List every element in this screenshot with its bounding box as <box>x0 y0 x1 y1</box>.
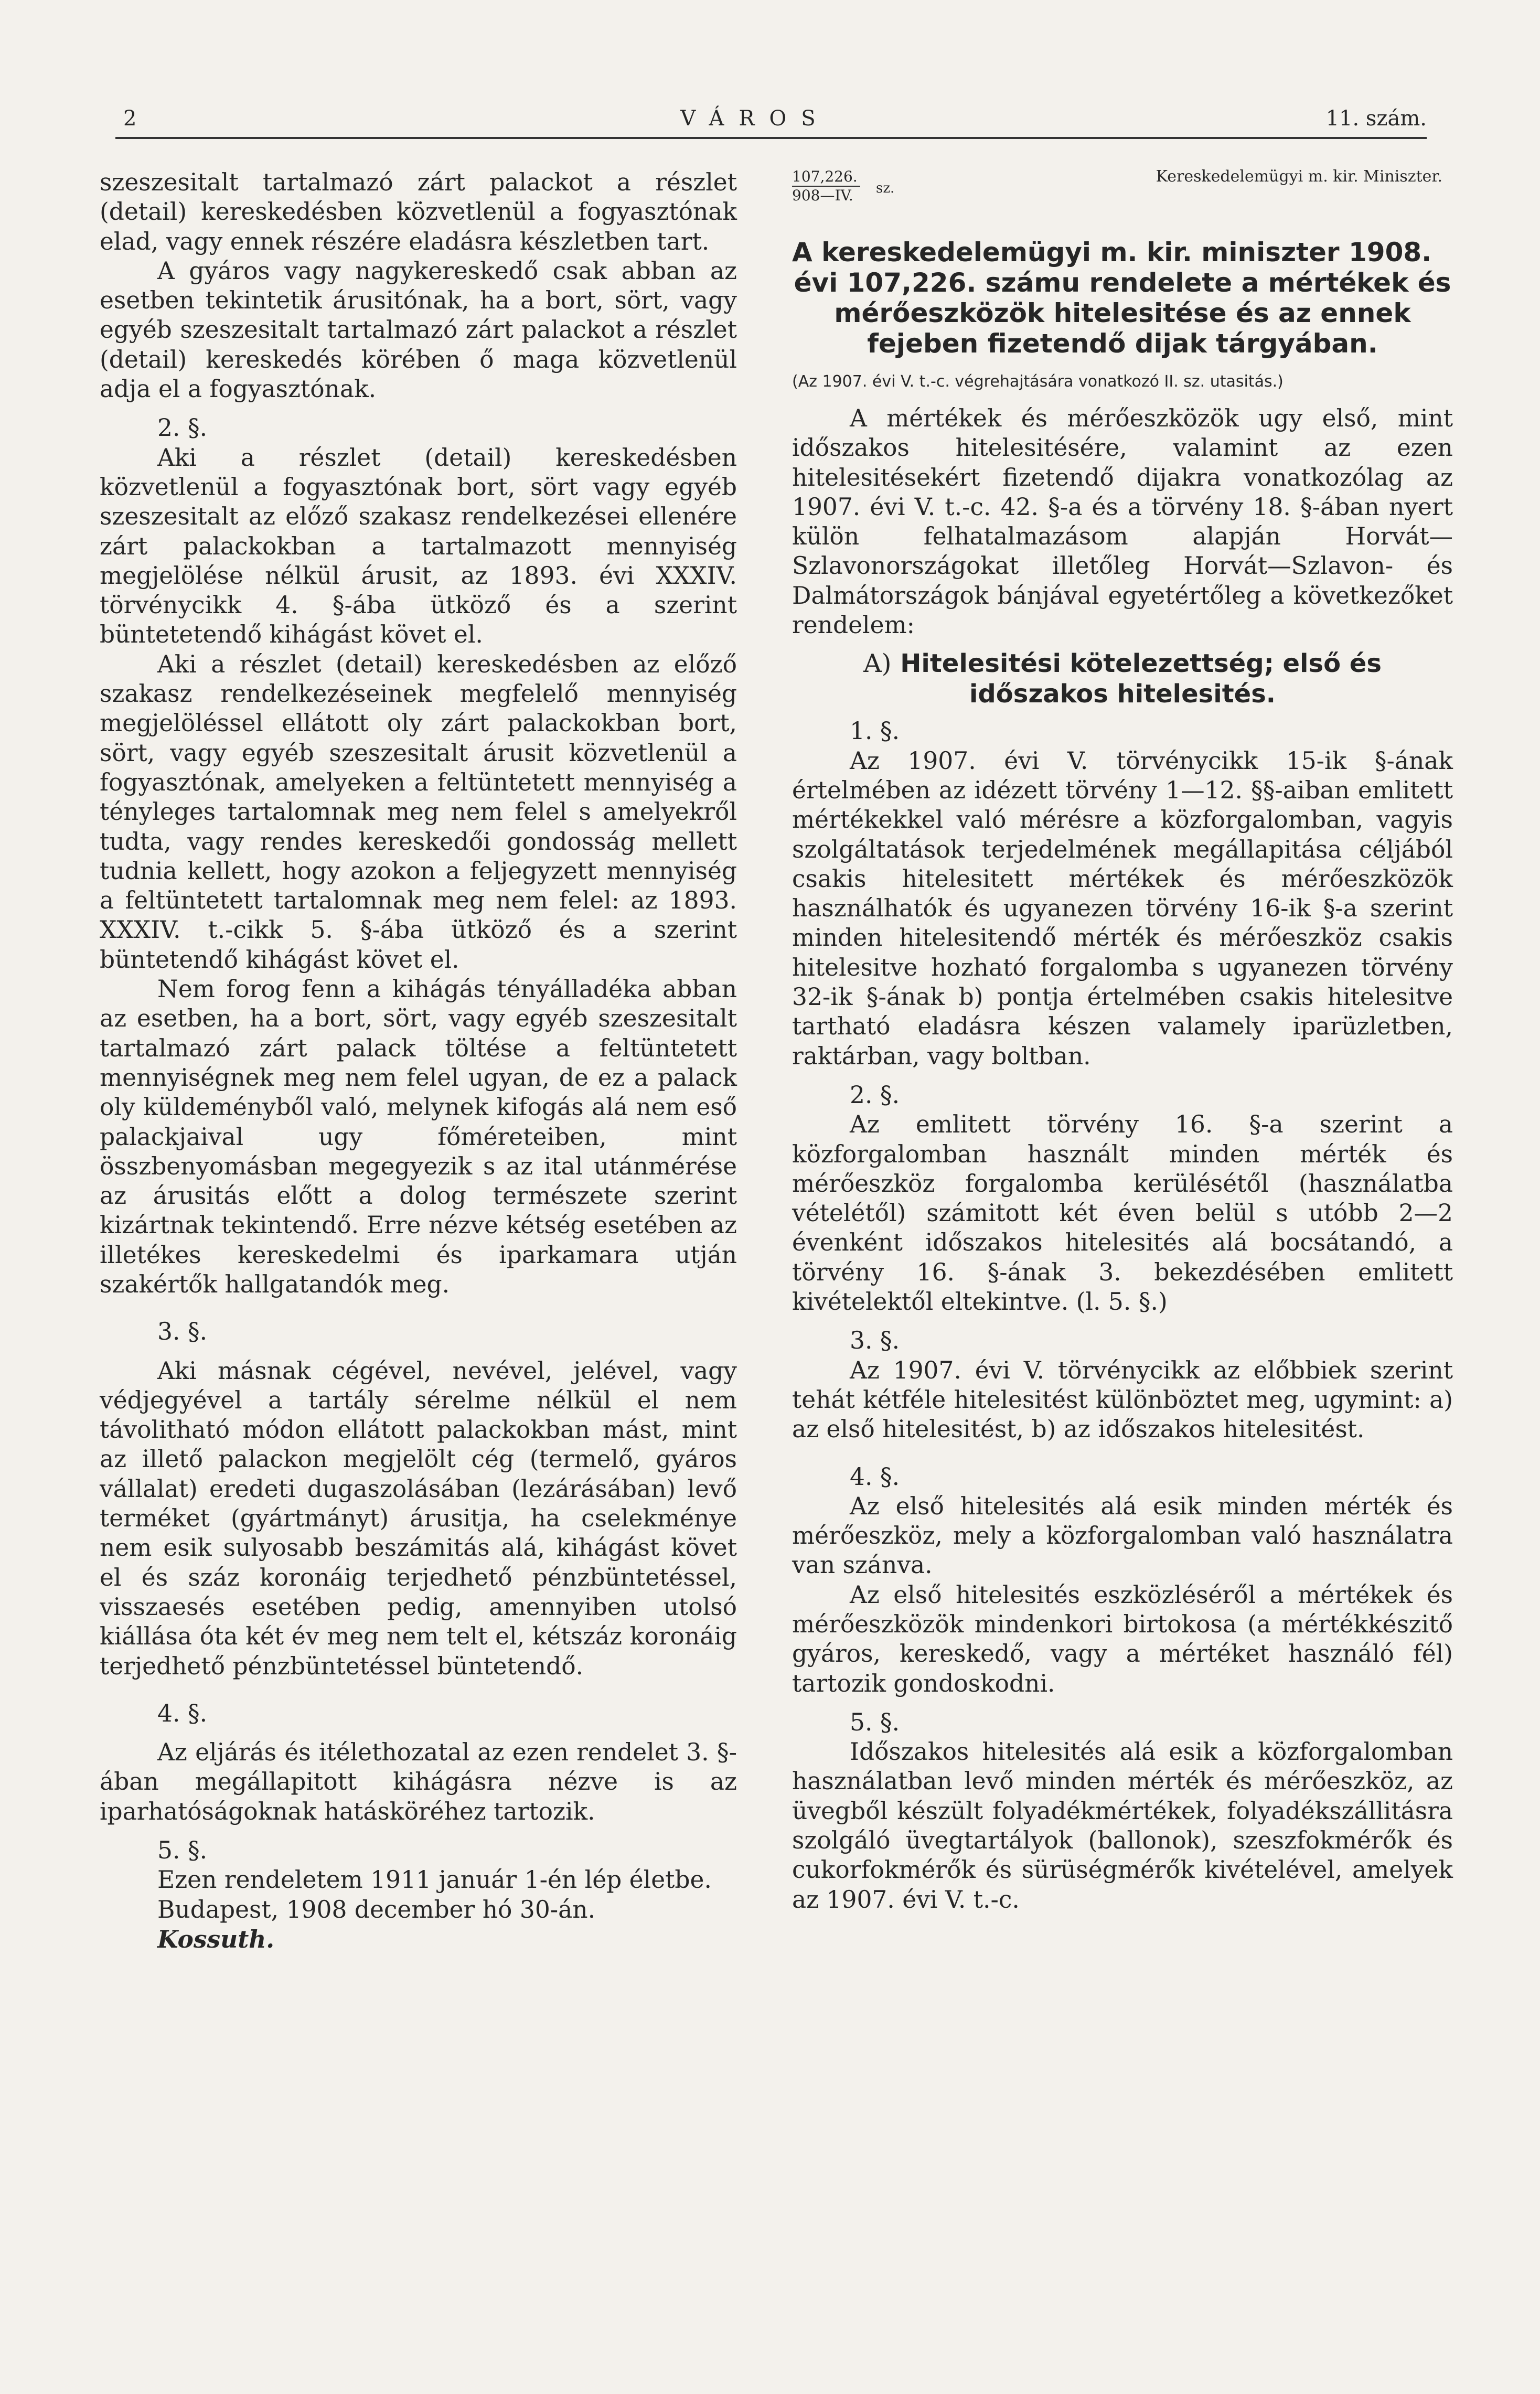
reference-number <box>792 168 895 205</box>
paragraph: A gyáros vagy nagykereskedő csak abban az esetben tekintetik árusitónak, ha a bort, sört, vagy egyéb szeszesitalt tartalmazó zárt palackot a részlet (detail) kereskedés körében ő maga közvetlenül adja el a fogyasztónak. <box>100 256 737 403</box>
decree-title <box>792 237 1453 359</box>
reference-number-bottom: 908—IV. <box>792 187 853 204</box>
decree-title-line1: A kereskedelemügyi m. kir. miniszter 1908. <box>792 237 1432 268</box>
section-heading: 5. §. <box>157 1836 208 1865</box>
paragraph: szeszesitalt tartalmazó zárt palackot a részlet (detail) kereskedésben közvetlenül a fogyasztónak elad, vagy ennek részére eladásra készletben tart. <box>100 168 737 255</box>
paragraph: Az eljárás és itélethozatal az ezen rendelet 3. §-ában megállapitott kihágásra nézve is az iparhatóságoknak hatásköréhez tartozik. <box>100 1738 737 1825</box>
issue-number: 11. szám. <box>1325 106 1427 131</box>
section-heading: 1. §. <box>850 717 900 745</box>
decree-subtitle: (Az 1907. évi V. t.-c. végrehajtására vonatkozó II. sz. utasitás.) <box>792 372 1284 391</box>
right-column <box>792 168 1453 1915</box>
section-title-text: Hitelesitési kötelezettség; első és időszakos hitelesités. <box>900 649 1382 709</box>
section-title <box>792 648 1453 709</box>
page-header <box>84 102 1427 139</box>
reference-number-top: 107,226. <box>792 168 860 187</box>
section-heading: 5. §. <box>850 1708 900 1736</box>
issuer: Kereskedelemügyi m. kir. Miniszter. <box>1156 167 1442 186</box>
paragraph: Budapest, 1908 december hó 30-án. <box>157 1895 596 1923</box>
left-column <box>100 168 737 1954</box>
paragraph: Aki másnak cégével, nevével, jelével, vagy védjegyével a tartály sérelme nélkül el nem távolitható módon ellátott palackokban mást, mint az illető palackon megjelölt cég (termelő, gyáros vállalat) eredeti dugaszolásában (lezárásában) levő terméket (gyártmányt) árusitja, ha cselekménye nem esik sulyosabb beszámitás alá, kihágást követ el és száz koronáig terjedhető pénzbüntetéssel, visszaesés esetében pedig, amennyiben utolsó kiállása óta két év meg nem telt el, kétszáz koronáig terjedhető pénzbüntetéssel büntetendő. <box>100 1356 737 1680</box>
paragraph: A mértékek és mérőeszközök ugy első, mint időszakos hitelesitésére, valamint az ezen hitelesitésekért fizetendő dijakra vonatkozólag az 1907. évi V. t.-c. 42. §-a és a törvény 18. §-ában nyert külön felhatalmazásom alapján Horvát—Szlavonországokat illetőleg Horvát—Szlavon- és Dalmátországok bánjával egyetértőleg a következőket rendelem: <box>792 404 1453 639</box>
section-heading: 2. §. <box>157 414 208 442</box>
signature: Kossuth. <box>157 1925 275 1953</box>
paragraph: Időszakos hitelesités alá esik a közforgalomban használatban levő minden mérték és mérőeszköz, az üvegből készült folyadékmértékek, folyadékszállitásra szolgáló üvegtartályok (ballonok), szeszfokmérők és cukorfokmérők és sürüségmérők kivételével, amelyek az 1907. évi V. t.-c. <box>792 1738 1453 1914</box>
paragraph: Ezen rendeletem 1911 január 1-én lép életbe. <box>157 1866 712 1894</box>
decree-meta <box>792 168 1453 222</box>
section-letter: A) <box>863 649 892 679</box>
paragraph: Aki a részlet (detail) kereskedésben közvetlenül a fogyasztónak bort, sört vagy egyéb szeszesitalt az előző szakasz rendelkezései ellenére zárt palackokban a tartalmazott mennyiség megjelölése nélkül árusit, az 1893. évi XXXIV. törvénycikk 4. §-ába ütköző és a szerint büntetetendő kihágást követ el. <box>100 443 737 649</box>
paragraph: Aki a részlet (detail) kereskedésben az előző szakasz rendelkezéseinek megfelelő mennyiség megjelöléssel ellátott oly zárt palackokban bort, sört, vagy egyéb szeszesitalt árusit közvetlenül a fogyasztónak, amelyeken a feltüntetett mennyiség a tényleges tartalomnak meg nem felel s amelyekről tudta, vagy rendes kereskedői gondosság mellett tudnia kellett, hogy azokon a feljegyzett mennyiség a feltüntetett tartalomnak meg nem felel: az 1893. XXXIV. t.-cikk 5. §-ába ütköző és a szerint büntetendő kihágást követ el. <box>100 650 737 974</box>
section-heading: 4. §. <box>157 1699 208 1727</box>
publication-title: VÁROS <box>680 106 830 131</box>
paragraph: Az 1907. évi V. törvénycikk 15-ik §-ának értelmében az idézett törvény 1—12. §§-aiban emlitett mértékekkel való mérésre a közforgalomban, vagyis szolgáltatások terjedelmének megállapitása céljából csakis hitelesitett mértékek és mérőeszközök használhatók és ugyanezen törvény 16-ik §-a szerint minden hitelesitendő mérték és mérőeszköz csakis hitelesitve hozható forgalomba s ugyanezen törvény 32-ik §-ának b) pontja értelmében csakis hitelesitve tartható eladásra készen valamely iparüzletben, raktárban, vagy boltban. <box>792 746 1453 1070</box>
paragraph: Az 1907. évi V. törvénycikk az előbbiek szerint tehát kétféle hitelesitést különböztet meg, ugymint: a) az első hitelesitést, b) az időszakos hitelesitést. <box>792 1356 1453 1444</box>
paragraph: Az emlitett törvény 16. §-a szerint a közforgalomban használt minden mérték és mérőeszköz forgalomba kerülésétől (használatba vételétől) számitott két éven belül s utóbb 2—2 évenként időszakos hitelesités alá bocsátandó, a törvény 16. §-ának 3. bekezdésében emlitett kivételektől eltekintve. (l. 5. §.) <box>792 1110 1453 1316</box>
section-heading: 3. §. <box>157 1318 208 1346</box>
reference-sz: sz. <box>876 180 895 196</box>
paragraph: Az első hitelesités eszközléséről a mértékek és mérőeszközök mindenkori birtokosa (a mértékkészitő gyáros, kereskedő, vagy a mértéket használó fél) tartozik gondoskodni. <box>792 1580 1453 1697</box>
section-heading: 4. §. <box>850 1462 900 1491</box>
paragraph: Nem forog fenn a kihágás tényálladéka abban az esetben, ha a bort, sört, vagy egyéb szeszesitalt tartalmazó zárt palack töltése a feltüntetett mennyiségnek meg nem felel ugyan, de ez a palack oly küldeményből való, melynek kifogás alá nem eső palackjaival ugy főméreteiben, mint összbenyomásban megegyezik s az ital utánmérése az árusitás előtt a dolog természete szerint kizártnak tekintendő. Erre nézve kétség esetében az illetékes kereskedelmi és iparkamara utján szakértők hallgatandók meg. <box>100 975 737 1298</box>
section-heading: 2. §. <box>850 1081 900 1109</box>
decree-title-rest: évi 107,226. számu rendelete a mértékek és mérőeszközök hitelesitése és az ennek fejeben fizetendő dijak tárgyában. <box>794 268 1451 359</box>
paragraph: Az első hitelesités alá esik minden mérték és mérőeszköz, mely a közforgalomban való használatra van szánva. <box>792 1492 1453 1579</box>
section-heading: 3. §. <box>850 1327 900 1355</box>
page-number: 2 <box>123 106 137 131</box>
header-rule <box>115 137 1427 139</box>
